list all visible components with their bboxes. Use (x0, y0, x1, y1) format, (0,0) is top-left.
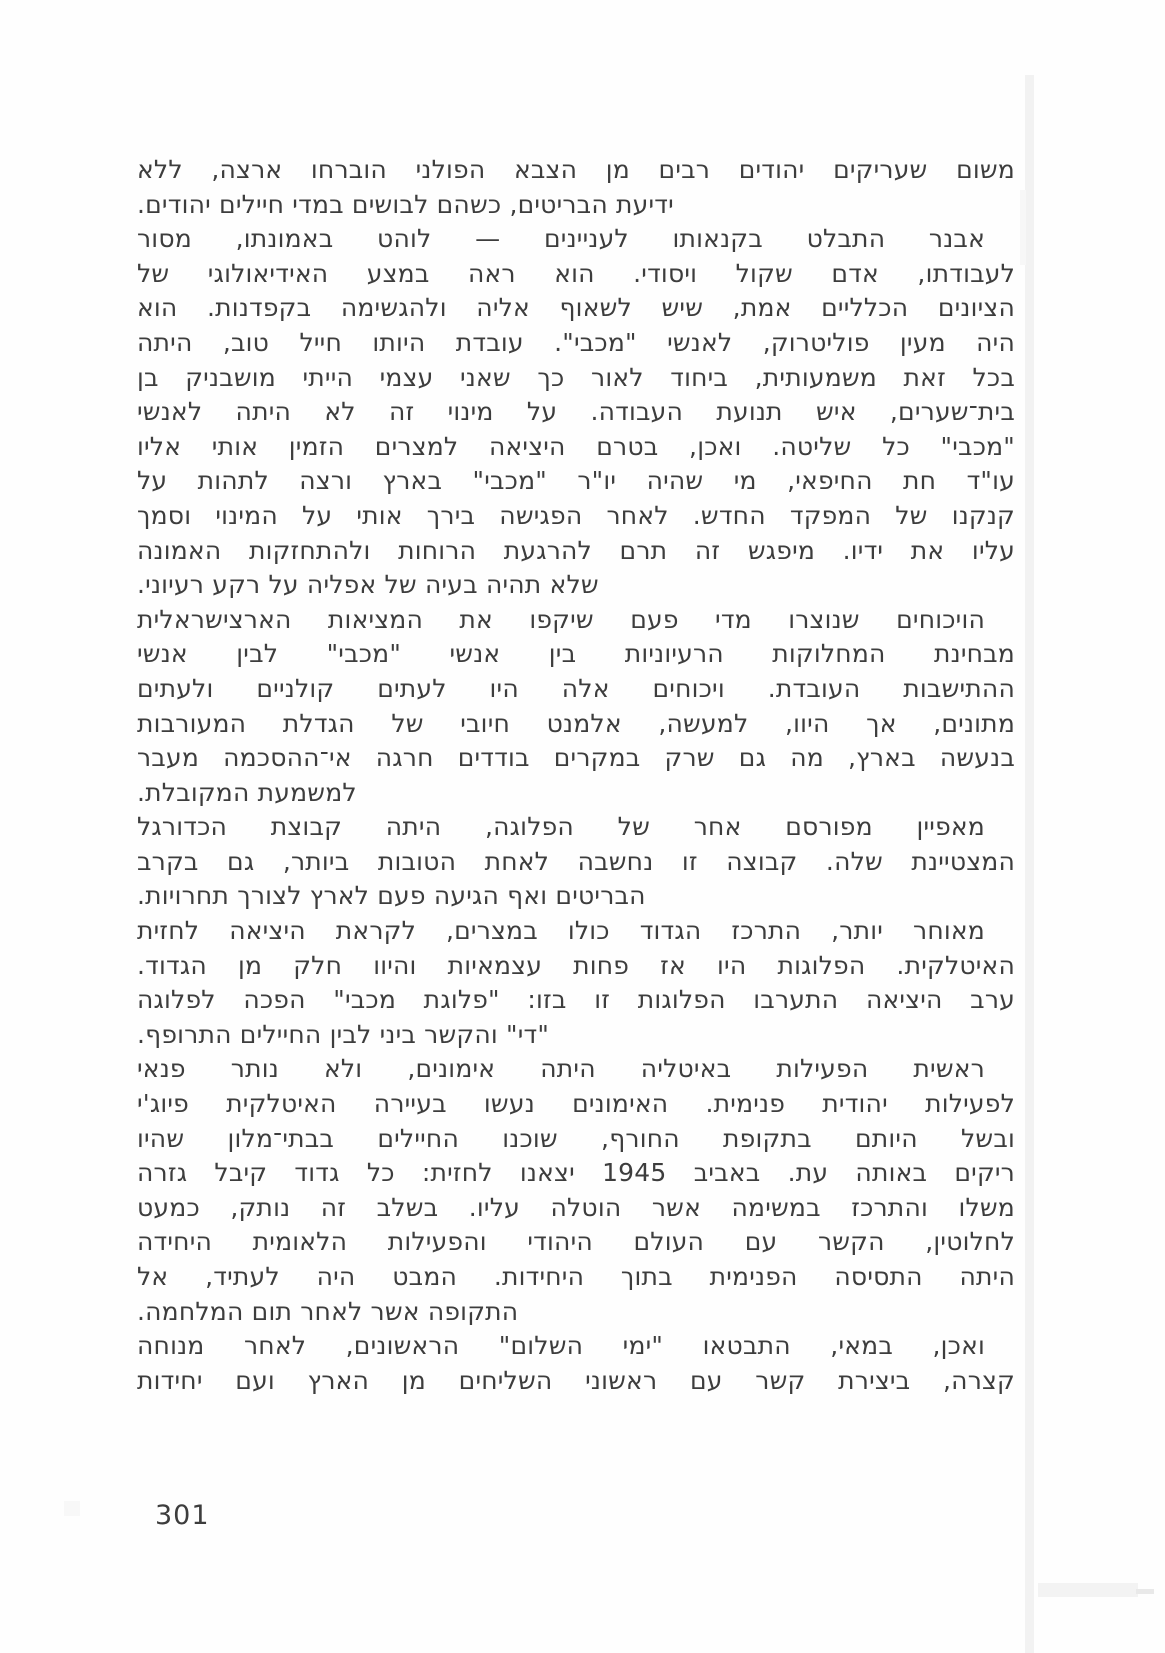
text-line: בכל זאת משמעותית, ביחוד לאור כך שאני עצמי הייתי מושבניק בן (137, 362, 1015, 392)
text-line: לפעילות יהודית פנימית. האימונים נעשו בעיירה האיטלקית פיוג'י (137, 1089, 1015, 1119)
text-line: מאפיין מפורסם אחר של הפלוגה, היתה קבוצת הכדורגל (137, 812, 985, 842)
text-line: המצטיינת שלה. קבוצה זו נחשבה לאחת הטובות ביותר, גם בקרב (137, 846, 1015, 876)
page-number: 301 (155, 1500, 210, 1531)
body-text (137, 153, 1015, 1398)
text-line: היתה התסיסה הפנימית בתוך היחידות. המבט היה לעתיד, אל (137, 1262, 1015, 1291)
text-line: קצרה, ביצירת קשר עם ראשוני השליחים מן הארץ ועם יחידות (137, 1365, 1015, 1395)
text-line: קנקנו של המפקד החדש. לאחר הפגישה בירך אותי על המינוי וסמך (137, 500, 1015, 530)
text-line: בנעשה בארץ, מה גם שרק במקרים בודדים חרגה אי־ההסכמה מעבר (137, 743, 1015, 773)
text-line: מאוחר יותר, התרכז הגדוד כולו במצרים, לקראת היציאה לחזית (137, 916, 985, 946)
text-line: עו"ד חת החיפאי, מי שהיה יו"ר "מכבי" בארץ ורצה לתהות על (137, 466, 1015, 496)
text-line: מבחינת המחלוקות הרעיוניות בין אנשי "מכבי" לבין אנשי (137, 639, 1015, 669)
scan-artifact-dot (64, 1501, 80, 1516)
scan-artifact-smudge-dash (1136, 1589, 1154, 1594)
text-line: שלא תהיה בעיה של אפליה על רקע רעיוני. (137, 570, 599, 600)
text-line: הציונים הכלליים אמת, שיש לשאוף אליה ולהגשימה בקפדנות. הוא (137, 293, 1015, 323)
text-line: לחלוטין, הקשר עם העולם היהודי והפעילות הלאומית היחידה (137, 1227, 1015, 1257)
text-line: התקופה אשר לאחר תום המלחמה. (137, 1296, 519, 1326)
text-line: משום שעריקים יהודים רבים מן הצבא הפולני הוברחו ארצה, ללא (137, 155, 1015, 184)
text-line: ידיעת הבריטים, כשהם לבושים במדי חיילים יהודים. (137, 189, 674, 219)
text-line: "מכבי" כל שליטה. ואכן, בטרם היציאה למצרים הזמין אותי אליו (137, 431, 1015, 461)
scan-artifact-streak-gap (1020, 190, 1026, 265)
text-line: למשמעת המקובלת. (137, 777, 357, 807)
text-line: בית־שערים, איש תנועת העבודה. על מינוי זה לא היתה לאנשי (137, 397, 1015, 427)
text-line: אבנר התבלט בקנאותו לעניינים — לוהט באמונתו, מסור (137, 224, 985, 254)
text-line: ואכן, במאי, התבטאו "ימי השלום" הראשונים, לאחר מנוחה (137, 1331, 985, 1361)
text-line: משלו והתרכז במשימה אשר הוטלה עליו. בשלב זה נותק, כמעט (137, 1192, 1015, 1222)
text-line: "די" והקשר ביני לבין החיילים התרופף. (137, 1019, 550, 1049)
text-line: ובשל היותם בתקופת החורף, שוכנו החיילים בבתי־מלון שהיו (137, 1123, 1015, 1153)
text-line: היה מעין פוליטרוק, לאנשי "מכבי". עובדת היותו חייל טוב, היתה (137, 327, 1015, 357)
text-line: הויכוחים שנוצרו מדי פעם שיקפו את המציאות הארצישראלית (137, 604, 985, 634)
text-line: ריקים באותה עת. באביב 1945 יצאנו לחזית: כל גדוד קיבל גזרה (137, 1158, 1015, 1188)
text-line: ההתישבות העובדת. ויכוחים אלה היו לעתים קולניים ולעתים (137, 673, 1015, 703)
scan-artifact-vertical-streak (1025, 75, 1034, 1653)
text-line: מתונים, אך היוו, למעשה, אלמנט חיובי של הגדלת המעורבות (137, 708, 1015, 738)
text-line: האיטלקית. הפלוגות היו אז פחות עצמאיות והיוו חלק מן הגדוד. (137, 950, 1015, 980)
text-line: ערב היציאה התערבו הפלוגות זו בזו: "פלוגת מכבי" הפכה לפלוגה (137, 985, 1015, 1015)
text-line: לעבודתו, אדם שקול ויסודי. הוא ראה במצע האידיאולוגי של (137, 258, 1015, 288)
text-line: הבריטים ואף הגיעה פעם לארץ לצורך תחרויות. (137, 881, 646, 911)
text-line: ראשית הפעילות באיטליה היתה אימונים, ולא נותר פנאי (137, 1054, 985, 1084)
scan-artifact-smudge-band (1038, 1583, 1138, 1597)
text-line: עליו את ידיו. מיפגש זה תרם להרגעת הרוחות ולהתחזקות האמונה (137, 535, 1015, 565)
